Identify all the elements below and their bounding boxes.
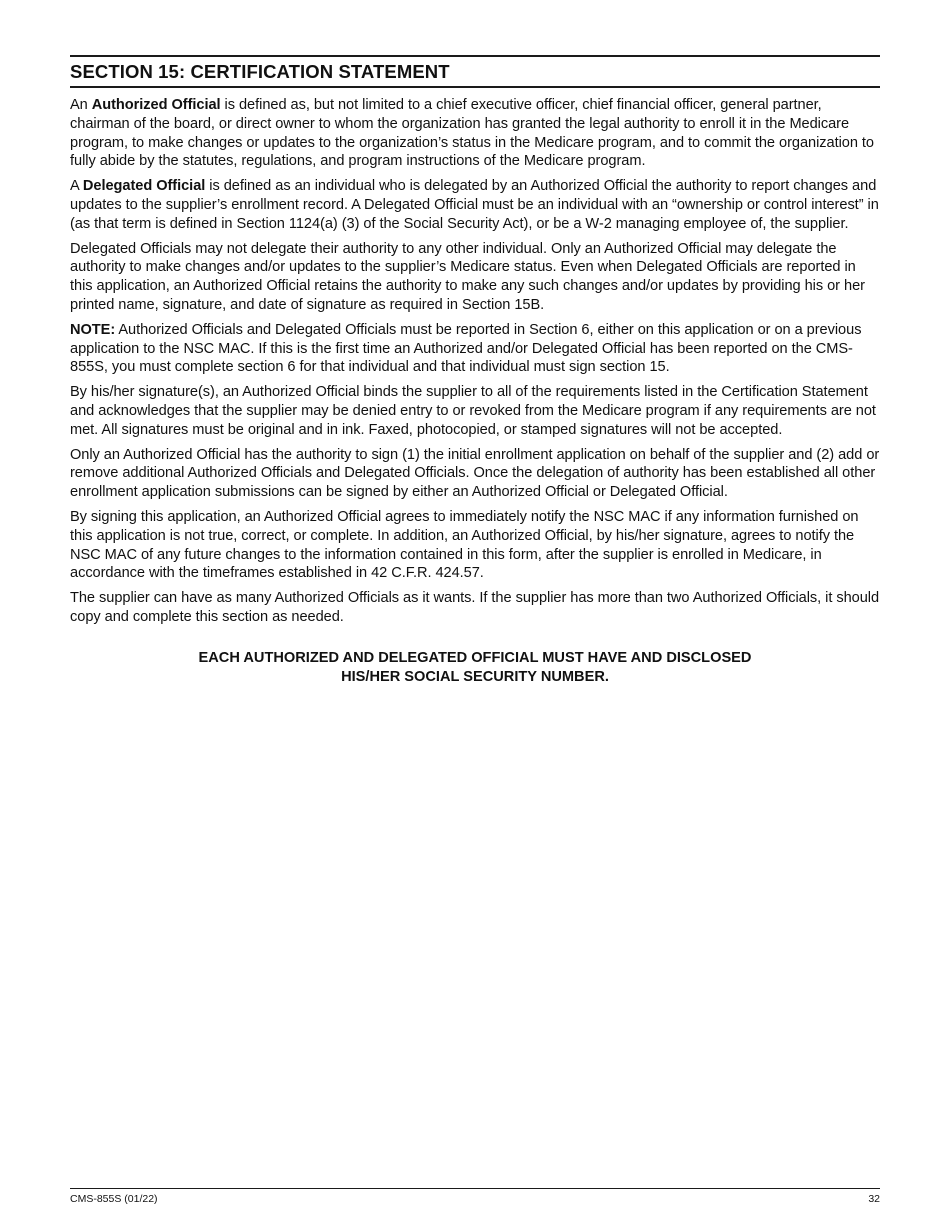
paragraph-text: is defined as, but not limited to a chief executive officer, chief financial officer, general partner, chairman of the board, or direct owner to whom the organization has granted the legal authority to enroll it in the Medicare program, to make changes or updates to the organization’s status in the Medicare program, and to commit the organization to fully abide by the statutes, regulations, and program instructions of the Medicare program.: [70, 97, 874, 170]
section-header: [70, 55, 880, 88]
paragraph-lead: A: [70, 178, 83, 195]
section-title: SECTION 15: CERTIFICATION STATEMENT: [70, 61, 450, 82]
note-label: NOTE:: [70, 321, 116, 338]
term-delegated-official: Delegated Official: [82, 178, 206, 195]
paragraph-delegated-official-definition: [70, 177, 880, 233]
document-page: [70, 55, 880, 686]
paragraph-note: [70, 321, 880, 377]
paragraph-lead: An: [70, 97, 92, 113]
ssn-notice-line-2: HIS/HER SOCIAL SECURITY NUMBER.: [341, 668, 609, 685]
paragraph-authorized-official-definition: [70, 96, 880, 171]
page-number: 32: [868, 1193, 880, 1205]
paragraph-text: is defined as an individual who is delegated by an Authorized Official the authority to report changes and updates to the supplier’s enrollment record. A Delegated Official must be an individual with an “ownership or control interest” in (as that term is defined in Section 1124(a) (3) of the Social Security Act), or be a W-2 managing employee of, the supplier.: [70, 178, 879, 232]
form-identifier: CMS-855S (01/22): [70, 1193, 158, 1205]
paragraph-multiple-officials: The supplier can have as many Authorized Officials as it wants. If the supplier has more than two Authorized Officials, it should copy and complete this section as needed.: [70, 590, 880, 625]
paragraph-notification-agreement: By signing this application, an Authorized Official agrees to immediately notify the NSC MAC if any information furnished on this application is not true, correct, or complete. In addition, an Authorized Official, by his/her signature, agrees to notify the NSC MAC of any future changes to the information contained in this form, after the supplier is enrolled in Medicare, in accordance with the timeframes established in 42 C.F.R. 424.57.: [70, 508, 859, 582]
ssn-notice-line-1: EACH AUTHORIZED AND DELEGATED OFFICIAL MUST HAVE AND DISCLOSED: [198, 649, 752, 666]
term-authorized-official: Authorized Official: [91, 97, 221, 113]
paragraph-delegation-limits: Delegated Officials may not delegate their authority to any other individual. Only an Authorized Official may delegate the authority to make changes and/or updates to the supplier’s Medicare status. Even when Delegated Officials are reported in this application, an Authorized Official retains the authority to make any such changes and/or updates by providing his or her printed name, signature, and date of signature as required in Section 15B.: [70, 240, 865, 313]
page-footer: [70, 1188, 880, 1205]
paragraph-text: Authorized Officials and Delegated Officials must be reported in Section 6, either on this application or on a previous application to the NSC MAC. If this is the first time an Authorized and/or Delegated Official has been reported on the CMS-855S, you must complete section 6 for that individual and that individual must sign section 15.: [70, 321, 862, 376]
ssn-requirement-notice: [70, 649, 880, 687]
paragraph-signature-binding: By his/her signature(s), an Authorized Official binds the supplier to all of the requirements listed in the Certification Statement and acknowledges that the supplier may be denied entry to or revoked from the Medicare program if any requirements are not met. All signatures must be original and in ink. Faxed, photocopied, or stamped signatures will not be accepted.: [70, 384, 876, 438]
paragraph-signing-authority: Only an Authorized Official has the authority to sign (1) the initial enrollment application on behalf of the supplier and (2) add or remove additional Authorized Officials and Delegated Officials. Once the delegation of authority has been established all other enrollment application submissions can be signed by either an Authorized Official or Delegated Official.: [70, 446, 880, 501]
